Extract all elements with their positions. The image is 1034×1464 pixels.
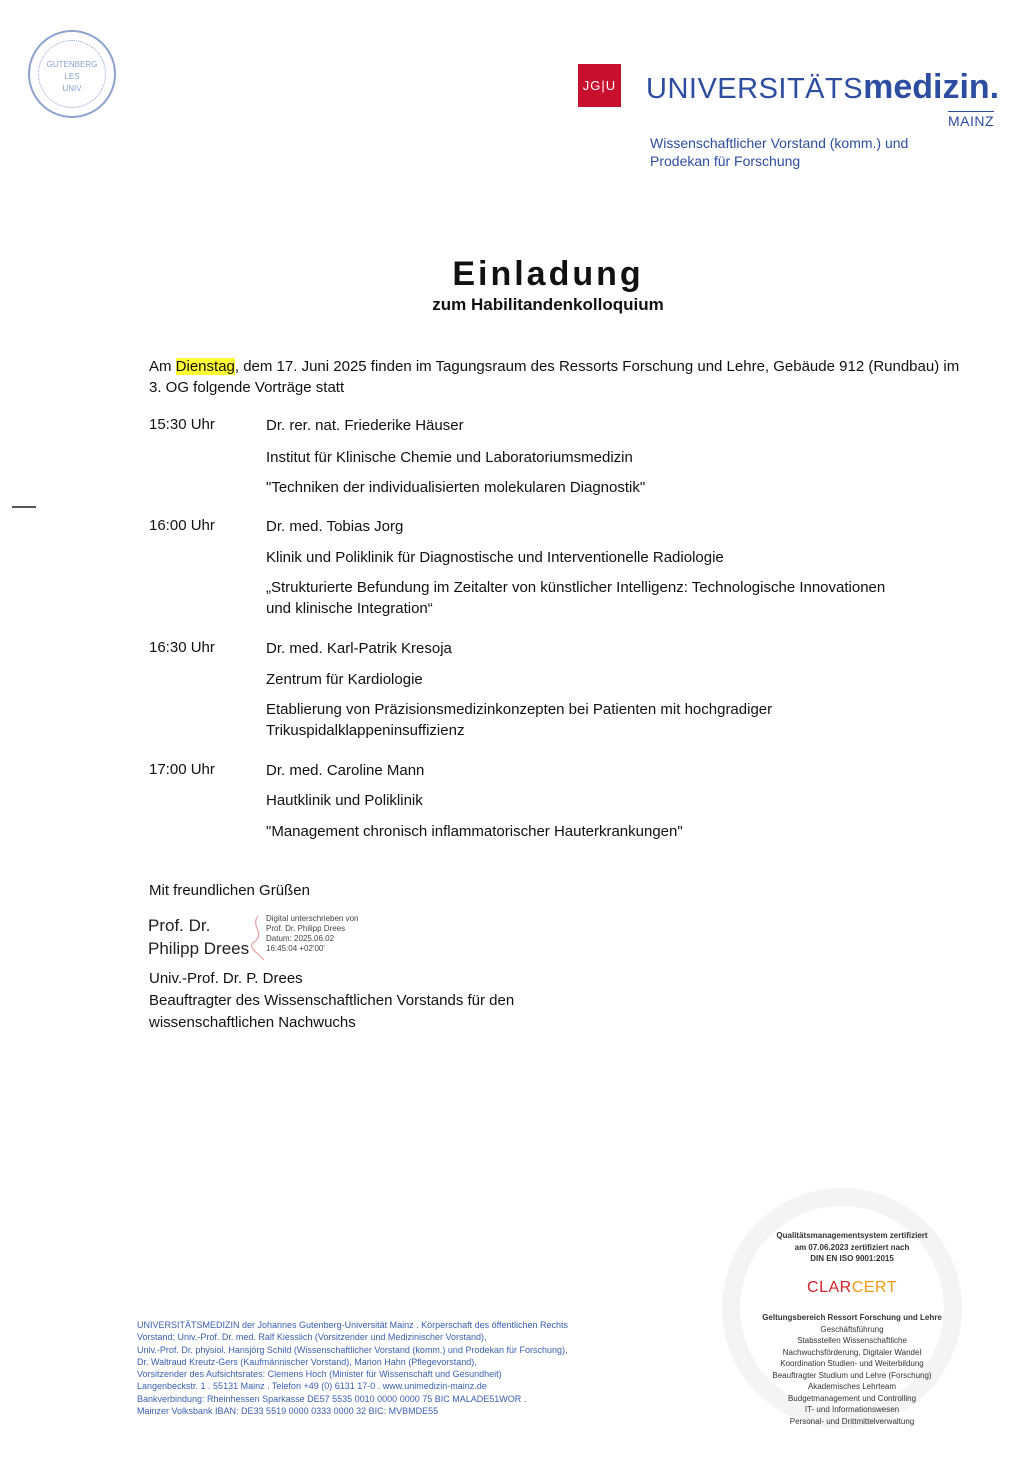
signer-name-line-2: Philipp Drees <box>148 939 250 958</box>
logo-text-bold: medizin. <box>863 68 1000 106</box>
certificate-scope-line: Personal- und Drittmittelverwaltung <box>789 1416 915 1426</box>
certificate-scope-line: Nachwuchsförderung, Digitaler Wandel <box>782 1347 922 1357</box>
talk-institution: Institut für Klinische Chemie und Laboratoriumsmedizin <box>266 449 633 466</box>
clarcert-part-2: CERT <box>851 1279 897 1296</box>
talk-time: 15:30 Uhr <box>149 416 215 433</box>
digital-signature-line: Digital unterschrieben von <box>266 914 359 923</box>
digital-signature-info <box>266 914 386 954</box>
closing-greeting: Mit freundlichen Grüßen <box>149 882 310 899</box>
talk-speaker: Dr. med. Karl-Patrik Kresoja <box>266 640 452 657</box>
department-heading <box>650 134 970 170</box>
logo-city: MAINZ <box>948 113 995 129</box>
signer-title-line: Beauftragter des Wissenschaftlichen Vorstands für den <box>149 992 515 1009</box>
digital-signature-line: Datum: 2025.06.02 <box>266 934 335 943</box>
certificate-header <box>752 1230 952 1265</box>
seal-text-line-3: UNIV <box>62 84 82 93</box>
certificate-scope-line: Akademisches Lehrteam <box>807 1382 897 1391</box>
unimedizin-logo <box>646 70 999 106</box>
certificate-scope-line: Stabsstellen Wissenschaftliche <box>797 1336 907 1345</box>
signer-title-line: wissenschaftlichen Nachwuchs <box>149 1014 356 1031</box>
signer-name-line-1: Prof. Dr. <box>148 916 211 935</box>
intro-before: Am <box>149 358 176 375</box>
certificate-header-line: Qualitätsmanagementsystem zertifiziert <box>776 1231 928 1240</box>
signer-title-line: Univ.-Prof. Dr. P. Drees <box>149 970 303 987</box>
talk-institution: Klinik und Poliklinik für Diagnostische und Interventionelle Radiologie <box>266 549 724 566</box>
clarcert-logo <box>752 1279 952 1297</box>
clarcert-part-1: CLAR <box>807 1279 852 1296</box>
talk-speaker: Dr. med. Tobias Jorg <box>266 518 404 535</box>
logo-text-light: UNIVERSITÄTS <box>646 73 864 105</box>
footer-line: UNIVERSITÄTSMEDIZIN der Johannes Gutenberg-Universität Mainz . Körperschaft des öffentlichen Rechts <box>137 1320 569 1330</box>
talk-speaker: Dr. med. Caroline Mann <box>266 762 425 779</box>
certificate-header-line: DIN EN ISO 9001:2015 <box>810 1254 894 1263</box>
talk-topic: "Management chronisch inflammatorischer Hauterkrankungen" <box>266 823 683 840</box>
footer-line: Vorstand: Univ.-Prof. Dr. med. Ralf Kiesslich (Vorsitzender und Medizinischer Vorstand), <box>137 1332 487 1343</box>
margin-mark <box>12 506 36 508</box>
talk-institution: Zentrum für Kardiologie <box>266 671 423 688</box>
certificate-scope-line: Koordination Studien- und Weiterbildung <box>780 1359 924 1368</box>
footer-line: Mainzer Volksbank IBAN: DE33 5519 0000 0333 0000 32 BIC: MVBMDE55 <box>137 1406 439 1417</box>
footer-line: Langenbeckstr. 1 . 55131 Mainz . Telefon +49 (0) 6131 17-0 . www.unimedizin-mainz.de <box>137 1381 487 1392</box>
highlighted-weekday: Dienstag <box>175 358 235 375</box>
department-line-1: Wissenschaftlicher Vorstand (komm.) und <box>650 135 909 151</box>
talk-topic: Etablierung von Präzisionsmedizinkonzepten bei Patienten mit hochgradiger Trikuspidalklappeninsuffizienz <box>266 701 773 739</box>
certificate-scope-line: IT- und Informationswesen <box>804 1405 900 1414</box>
talk-time: 17:00 Uhr <box>149 761 215 778</box>
digital-signature-line: 16:45:04 +02'00' <box>266 944 325 953</box>
intro-paragraph <box>149 356 969 398</box>
talk-topic: "Techniken der individualisierten molekularen Diagnostik" <box>266 479 646 496</box>
certificate-scope-line: Geltungsbereich Ressort Forschung und Lehre <box>762 1313 942 1322</box>
page-title: Einladung <box>452 255 644 293</box>
page-subtitle: zum Habilitandenkolloquium <box>432 295 664 314</box>
footer-line: Univ.-Prof. Dr. physiol. Hansjörg Schild (Wissenschaftlicher Vorstand (komm.) und Prodekan für Forschung), <box>137 1344 568 1355</box>
jgu-logo: JG|U <box>578 64 621 107</box>
certificate-header-line: am 07.06.2023 zertifiziert nach <box>794 1242 910 1252</box>
footer-imprint <box>137 1319 657 1417</box>
university-seal <box>28 30 116 118</box>
certificate-scope-line: Beauftragter Studium und Lehre (Forschung) <box>772 1370 932 1380</box>
certificate-scope-line: Geschäftsführung <box>820 1324 884 1334</box>
seal-text-line-1: GUTENBERG <box>46 60 98 69</box>
footer-line: Vorsitzender des Aufsichtsrates: Clemens Hoch (Minister für Wissenschaft und Gesundheit) <box>137 1369 502 1380</box>
footer-line: Dr. Waltraud Kreutz-Gers (Kaufmännischer Vorstand), Marion Hahn (Pflegevorstand), <box>137 1356 477 1367</box>
talk-time: 16:30 Uhr <box>149 639 215 656</box>
digital-signature-line: Prof. Dr. Philipp Drees <box>266 924 346 933</box>
certificate-scope-line: Budgetmanagement und Controlling <box>787 1393 917 1403</box>
department-line-2: Prodekan für Forschung <box>650 153 801 169</box>
footer-line: Bankverbindung: Rheinhessen Sparkasse DE57 5535 0010 0000 0000 75 BIC MALADE51WOR . <box>137 1393 527 1404</box>
talk-topic: „Strukturierte Befundung im Zeitalter von künstlicher Intelligenz: Technologische Innovationen und klinische Integration“ <box>266 579 886 617</box>
signer-name <box>148 914 249 960</box>
intro-after: , dem 17. Juni 2025 finden im Tagungsraum des Ressorts Forschung und Lehre, Gebäude 912 (Rundbau) im 3. OG folgende Vorträge statt <box>149 358 960 396</box>
certificate-scope <box>752 1312 952 1427</box>
talk-time: 16:00 Uhr <box>149 517 215 534</box>
talk-institution: Hautklinik und Poliklinik <box>266 792 423 809</box>
talk-speaker: Dr. rer. nat. Friederike Häuser <box>266 417 464 434</box>
seal-text-line-2: LES <box>64 72 80 81</box>
signer-title-block <box>149 968 514 1034</box>
